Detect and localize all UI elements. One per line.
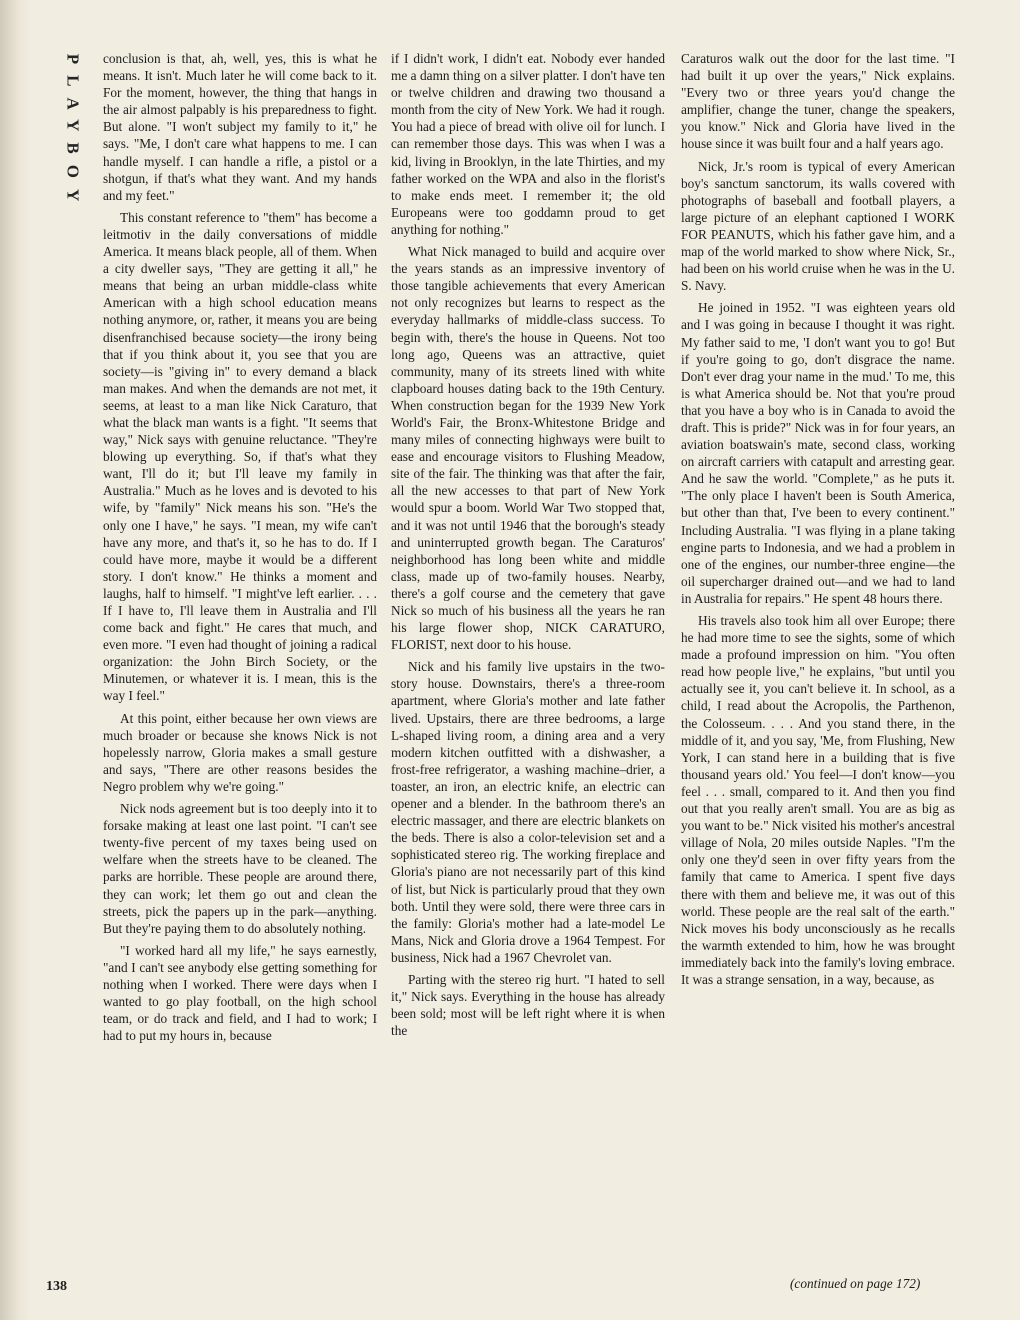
paragraph: Nick and his family live upstairs in the two-story house. Downstairs, there's a three-room apartment, where Gloria's mother and late father lived. Upstairs, there are three bedrooms, a large L-shaped living room, a dining area and a very modern kitchen outfitted with a dishwasher, a frost-free refrigerator, a washing machine–drier, a toaster, an iron, an electric knife, an electric can opener and a blender. In the bathroom there's an electric massager, and there are electric blankets on the beds. There is also a color-television set and a sophisticated stereo rig. The working fireplace and Gloria's piano are not necessarily part of this kind of list, but Nick is particularly proud that they own both. Until they were sold, there were three cars in the family: Gloria's mother had a late-model Le Mans, Nick and Gloria drove a 1964 Tempest. For business, Nick had a 1967 Chevrolet van. (391, 659, 665, 965)
scan-edge-shadow (0, 0, 32, 1320)
article-column-2 (391, 50, 665, 1044)
paragraph: "I worked hard all my life," he says earnestly, "and I can't see anybody else getting something for nothing when I worked. There were days when I wanted to go play football, on the high school team, or do track and field, and I had to work; I had to put my hours in, because (103, 942, 377, 1044)
paragraph: At this point, either because her own views are much broader or because she knows Nick is not hopelessly narrow, Gloria makes a small gesture and says, "There are other reasons besides the Negro problem why we're going." (103, 710, 377, 794)
side-logo (62, 48, 82, 218)
paragraph: What Nick managed to build and acquire over the years stands as an impressive inventory of those tangible achievements that every American not only recognizes but learns to respect as the everyday hallmarks of middle-class success. To begin with, there's the house in Queens. Not too long ago, Queens was an attractive, quiet community, many of its streets lined with white clapboard houses dating back to the 19th Century. When construction began for the 1939 New York World's Fair, the Bronx-Whitestone Bridge and many miles of connecting highways were built to ease and encourage visitors to Flushing Meadow, site of the fair. The thinking was that after the fair, all the new accesses to that part of New York would spur a boom. World War Two stopped that, and it was not until 1946 that the borough's steady and uninterrupted growth began. The Caraturos' neighborhood has long been white and middle class, made up of two-family houses. Nearby, there's a golf course and the cemetery that gave Nick so much of his business all the years he ran his large flower shop, NICK CARATURO, FLORIST, next door to his house. (391, 244, 665, 653)
paragraph: conclusion is that, ah, well, yes, this is what he means. It isn't. Much later he will come back to it. For the moment, however, the thing that hangs in the air almost palpably is his preparedness to fight. But alone. "I won't subject my family to it," he says. "Me, I don't care what happens to me. I can handle myself. I can handle a rifle, a pistol or a shotgun, if that's what they want. And my hands and my feet." (103, 51, 377, 203)
paragraph: Nick nods agreement but is too deeply into it to forsake making at least one last point. "I can't see twenty-five percent of my taxes being used on welfare when the streets have to be cleaned. The parks are horrible. These people are around there, they can work; let them go out and clean the streets, pick the papers up in the park—anything. But they're paying them to do absolutely nothing. (103, 801, 377, 936)
article-column-1 (103, 50, 377, 1049)
page-number: 138 (46, 1279, 67, 1294)
paragraph: Parting with the stereo rig hurt. "I hated to sell it," Nick says. Everything in the house has already been sold; most will be left right where it is when the (391, 971, 665, 1039)
paragraph: This constant reference to "them" has become a leitmotiv in the daily conversations of middle America. It means black people, all of them. When a city dweller says, "They are getting it all," he means that being an urban middle-class white American with a high school education means nothing anymore, or, rather, it means you are being disenfranchised because society—the irony being that if you think about it, you see that you are society—is "giving in" to every demand a black man makes. And when the demands are not met, it seems, at least to a man like Nick Caraturo, that what the black man wants is a fight. "It seems that way," Nick says with genuine reluctance. "They're blowing up everything. So, if that's what they want, I'll do it; but I'll leave my family in Australia." Much as he loves and is devoted to his wife, by "family" Nick means his son. "He's the only one I have," he says. "I mean, my wife can't have any more, and that's it, so he has to do. If I could have more, maybe it would be a different story. I don't know." He thinks a moment and laughs, half to himself. "I might've left earlier. . . . If I have to, I'll leave them in Australia and I'll come back and fight." He cares that much, and even more. "I even had thought of joining a radical organization: the John Birch Society, or the Minutemen, or whatever it is. I mean, this is the way I feel." (103, 209, 377, 704)
paragraph: He joined in 1952. "I was eighteen years old and I was going in because I thought it was right. My father said to me, 'I don't want you to go! But if you're going to go, don't disgrace the name. Don't ever drag your name in the mud.' To me, this is what America should be. Not that you're proud that you have a boy who is in Canada to avoid the draft. This is pride?" Nick was in for four years, an aviation boatswain's mate, second class, working on aircraft carriers with catapult and arresting gear. And he saw the world. "Complete," as he puts it. "The only place I haven't been is South America, but other than that, I've been to every continent." Including Australia. "I was flying in a plane taking engine parts to Indonesia, and we had a problem in one of the engines, our number-three engine—the oil supercharger drained out—and we had to land in Australia for repairs." He spent 48 hours there. (681, 300, 955, 606)
continued-notice: (continued on page 172) (790, 1276, 921, 1291)
paragraph: His travels also took him all over Europe; there he had more time to see the sights, some of which made a profound impression on him. "You often read how people live," he explains, "but until you actually see it, you can't believe it. In school, as a child, I read about the Acropolis, the Parthenon, the Colosseum. . . . And you stand there, in the middle of it, and you say, 'Me, from Flushing, New York, I can stand here in a building that is five thousand years old.' You feel—I don't know—you feel . . . small, compared to it. And then you find out that you really aren't small. You are as big as you want to be." Nick visited his mother's ancestral village of Nola, 20 miles outside Naples. "I'm the only one they'd seen in over fifty years from the family that came to America. I spent five days there with them and believe me, it was out of this world. These people are the real salt of the earth." Nick moves his body unconsciously as he recalls the warmth extended to him, how he was brought immediately back into the family's loving embrace. It was a strange sensation, in a way, because, as (681, 613, 955, 987)
article-column-3 (681, 50, 955, 993)
paragraph: Caraturos walk out the door for the last time. "I had built it up over the years," Nick explains. "Every two or three years you'd change the amplifier, change the tuner, change the speakers, you know." Nick and Gloria have lived in the house since it was built four and a half years ago. (681, 51, 955, 152)
side-logo-text: PLAYBOY (63, 53, 82, 213)
paragraph: Nick, Jr.'s room is typical of every American boy's sanctum sanctorum, its walls covered with photographs of baseball and football players, a large picture of an elephant captioned I WORK FOR PEANUTS, which his father gave him, and a map of the world marked to show where Nick, Sr., had been on his world cruise when he was in the U. S. Navy. (681, 158, 955, 294)
paragraph: if I didn't work, I didn't eat. Nobody ever handed me a damn thing on a silver platter. I don't have ten or twelve children and drawing two thousand a month from the city of New York. We had it rough. You had a piece of bread with olive oil for lunch. I can remember those days. This was when I was a kid, living in Brooklyn, in the late Thirties, and my father worked on the WPA and also in the florist's to make ends meet. I remember it; the old Europeans were too goddamn proud to get anything for nothing." (391, 51, 665, 237)
